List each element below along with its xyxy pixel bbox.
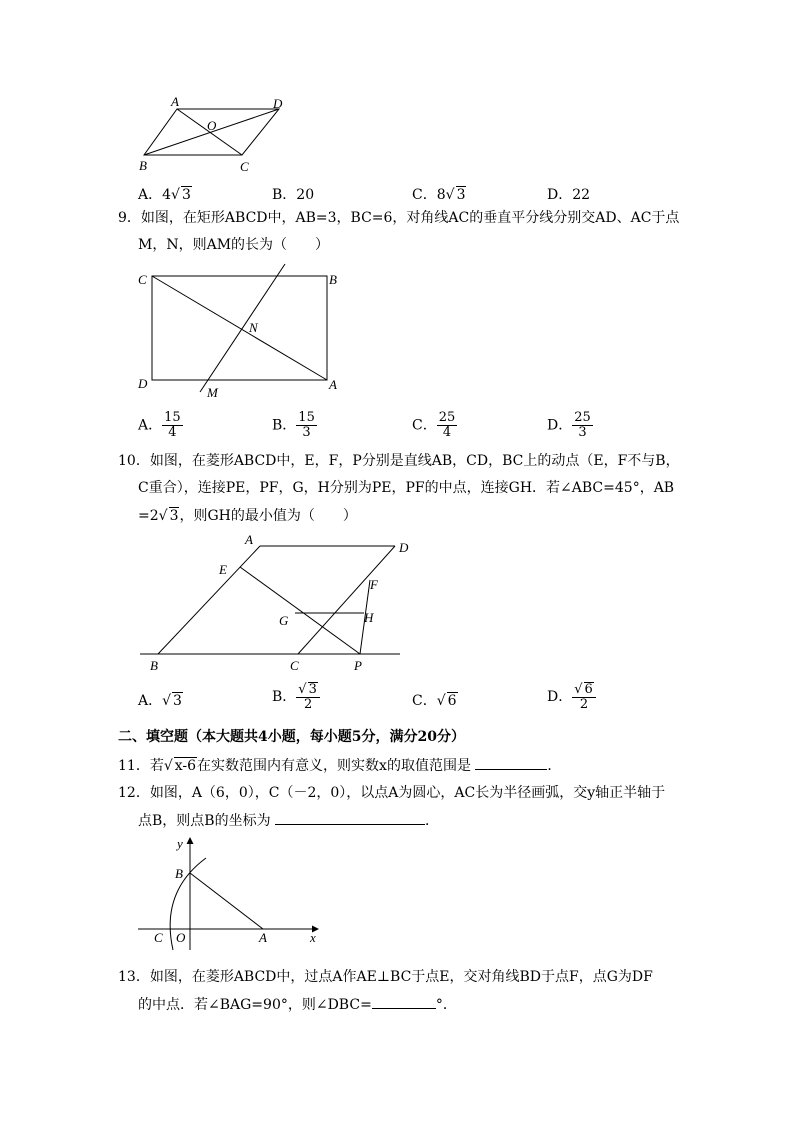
q12-figure	[130, 832, 330, 952]
side-ab	[158, 546, 260, 654]
q9-option-d[interactable]: D． $\frac{25}{3}$	[547, 410, 591, 440]
q8-option-a[interactable]: A．4√ 3	[138, 187, 191, 203]
label-o: O	[176, 930, 186, 945]
q8-option-d[interactable]: D．22	[547, 187, 591, 203]
label-f: F	[370, 577, 378, 592]
side-dc	[298, 546, 395, 654]
label-p: P	[354, 658, 362, 673]
label-d: D	[138, 376, 148, 391]
label-c: C	[240, 159, 249, 174]
q9-option-a[interactable]: A． $\frac{15}{4}$	[138, 410, 181, 440]
label-e: E	[219, 562, 227, 577]
perpendicular-bisector	[200, 264, 285, 392]
q8-option-c[interactable]: C．8√ 3	[412, 187, 466, 203]
label-b: B	[139, 158, 147, 173]
label-b: B	[150, 658, 158, 673]
q10-figure	[130, 530, 420, 675]
q12-answer-blank[interactable]	[275, 812, 425, 825]
label-m: M	[207, 385, 218, 400]
label-o: O	[207, 118, 217, 133]
q8-option-b[interactable]: B．20	[272, 187, 315, 203]
label-b: B	[175, 866, 183, 881]
label-y: y	[177, 836, 183, 851]
q9-question-line1: 9．如图，在矩形ABCD中，AB=3，BC=6，对角线AC的垂直平分线分别交AD、AC于点	[118, 210, 680, 226]
q10-question-line2: C重合），连接PE，PF，G，H分别为PE，PF的中点，连接GH．若∠ABC=45°，AB	[138, 480, 675, 496]
label-c: C	[154, 930, 163, 945]
segment-pe	[240, 567, 360, 654]
diagonal-ac	[152, 276, 327, 380]
q8-figure	[130, 92, 300, 180]
label-x: x	[310, 930, 316, 945]
label-a: A	[329, 377, 337, 392]
q13-answer-blank[interactable]	[372, 996, 436, 1009]
label-h: H	[364, 610, 374, 625]
label-c: C	[290, 658, 299, 673]
label-d: D	[399, 540, 409, 555]
q11-answer-blank[interactable]	[475, 757, 547, 770]
label-n: N	[249, 320, 258, 335]
label-g: G	[279, 613, 289, 628]
label-a: A	[259, 930, 267, 945]
q9-question-line2: M，N，则AM的长为（ ）	[138, 237, 330, 253]
q12-question-line2: 点B，则点B的坐标为 ．	[138, 813, 440, 829]
q10-question-line1: 10．如图，在菱形ABCD中，E，F，P分别是直线AB，CD，BC上的动点（E，F不与B，	[118, 453, 680, 469]
label-a: A	[245, 532, 253, 547]
q10-option-a[interactable]: A．√ 3	[138, 693, 182, 709]
q13-question-line2: 的中点．若∠BAG=90°，则∠DBC= °．	[138, 997, 457, 1013]
q12-question-line1: 12．如图，A（6，0），C（－2，0），以点A为圆心，AC长为半径画弧，交y轴正半轴于	[118, 785, 666, 801]
label-b: B	[329, 272, 337, 287]
label-d: D	[273, 96, 283, 111]
q13-question-line1: 13．如图，在菱形ABCD中，过点A作AE⊥BC于点E，交对角线BD于点F，点G为DF	[118, 969, 653, 985]
label-a: A	[171, 94, 179, 109]
q10-option-c[interactable]: C．√ 6	[412, 693, 457, 709]
q9-option-c[interactable]: C． $\frac{25}{4}$	[412, 410, 456, 440]
q10-option-d[interactable]: D． $\frac{√ 6}{2}$	[547, 682, 596, 712]
segment-ab	[190, 873, 263, 929]
q9-figure	[130, 262, 360, 404]
q11-question: 11．若√ x-6在实数范围内有意义，则实数x的取值范围是 ．	[118, 758, 562, 774]
q10-question-line3: =2√ 3，则GH的最小值为（ ）	[138, 508, 357, 524]
section-2-title: 二、填空题（本大题共4小题，每小题5分，满分20分）	[118, 729, 465, 745]
q10-option-b[interactable]: B． $\frac{√ 3}{2}$	[272, 682, 320, 712]
q9-option-b[interactable]: B． $\frac{15}{3}$	[272, 410, 315, 440]
label-c: C	[138, 272, 147, 287]
